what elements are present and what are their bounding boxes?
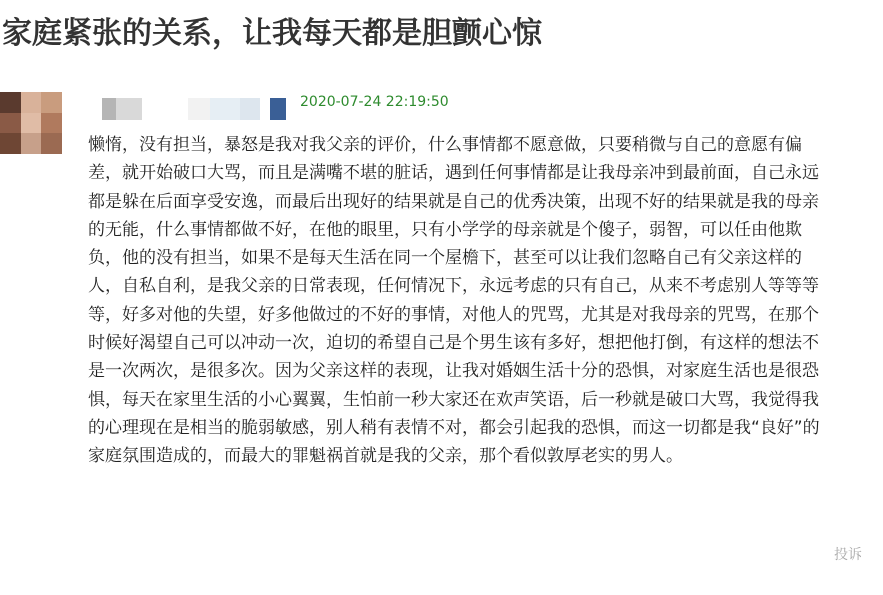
username[interactable] <box>102 98 286 120</box>
username-mosaic-tile <box>188 98 210 120</box>
page-title: 家庭紧张的关系，让我每天都是胆颤心惊 <box>2 16 542 51</box>
avatar-mosaic-tile <box>21 92 42 113</box>
avatar-mosaic-tile <box>41 133 62 154</box>
username-mosaic-tile <box>102 98 116 120</box>
username-mosaic-tile <box>270 98 286 120</box>
avatar-mosaic-tile <box>21 113 42 134</box>
username-mosaic-tile <box>210 98 240 120</box>
username-mosaic-tile <box>240 98 260 120</box>
post-timestamp: 2020-07-24 22:19:50 <box>300 94 449 110</box>
avatar-mosaic-tile <box>41 113 62 134</box>
avatar-mosaic-tile <box>41 92 62 113</box>
avatar-mosaic-tile <box>0 133 21 154</box>
username-mosaic-tile <box>260 98 270 120</box>
username-mosaic-tile <box>142 98 188 120</box>
avatar[interactable] <box>0 92 62 154</box>
report-link[interactable]: 投诉 <box>834 547 862 563</box>
username-mosaic-tile <box>116 98 142 120</box>
avatar-mosaic-tile <box>0 113 21 134</box>
post-body: 懒惰，没有担当，暴怒是我对我父亲的评价，什么事情都不愿意做，只要稍微与自己的意愿有偏 差，就开始破口大骂，而且是满嘴不堪的脏话，遇到任何事情都是让我母亲冲到最前面，自己永远 都是躲在后面享受安逸，而最后出现好的结果就是自己的优秀决策，出现不好的结果就是我的母亲 的无能，什么事情都做不好，在他的眼里，只有小学学的母亲就是个傻子，弱智，可以任由他欺 负，他的没有担当，如果不是每天生活在同一个屋檐下，甚至可以让我们忽略自己有父亲这样的 人，自私自利，是我父亲的日常表现，任何情况下，永远考虑的只有自己，从来不考虑别人等等等 等，好多对他的失望，好多他做过的不好的事情，对他人的咒骂，尤其是对我母亲的咒骂，在那个 时候好渴望自己可以冲动一次，迫切的希望自己是个男生该有多好，想把他打倒，有这样的想法不 是一次两次，是很多次。因为父亲这样的表现，让我对婚姻生活十分的恐惧，对家庭生活也是很恐 惧，每天在家里生活的小心翼翼，生怕前一秒大家还在欢声笑语，后一秒就是破口大骂，我觉得我 的心理现在是相当的脆弱敏感，别人稍有表情不对，都会引起我的恐惧，而这一切都是我“良好”的 家庭氛围造成的，而最大的罪魁祸首就是我的父亲，那个看似敦厚老实的男人。 <box>88 135 820 467</box>
avatar-mosaic-tile <box>21 133 42 154</box>
avatar-mosaic-tile <box>0 92 21 113</box>
